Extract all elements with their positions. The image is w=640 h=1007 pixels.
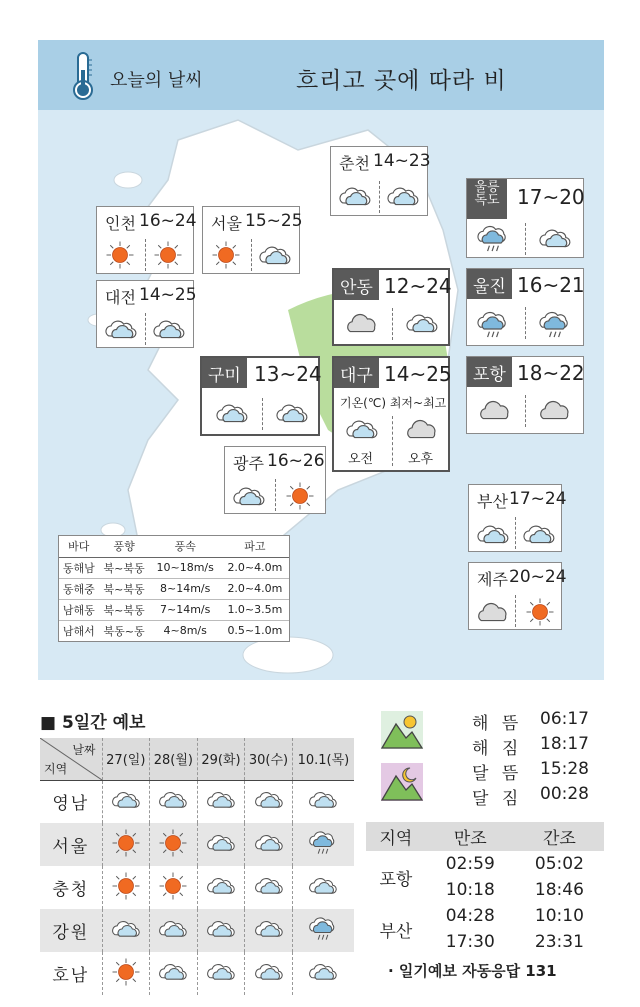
forecast-cell xyxy=(292,823,354,866)
city-temp: 16~21 xyxy=(517,273,585,297)
city-temp: 14~23 xyxy=(373,151,431,171)
rain-icon xyxy=(307,915,339,942)
am-pm-divider xyxy=(525,223,526,255)
city-temp: 14~25 xyxy=(384,362,452,386)
high-tide-time: 04:28 xyxy=(445,906,495,926)
forecast-cell xyxy=(150,780,198,823)
am-pm-divider xyxy=(251,239,252,271)
forecast-cell xyxy=(292,909,354,952)
rain-icon xyxy=(475,309,511,340)
city-tag xyxy=(467,179,507,219)
partly-cloudy-icon xyxy=(157,960,189,984)
forecast-cell xyxy=(197,823,245,866)
forecast-cell xyxy=(197,952,245,995)
sun-icon xyxy=(111,871,141,901)
partly-cloudy-icon xyxy=(157,788,189,812)
am-pm-divider xyxy=(145,313,146,345)
city-card-pohang xyxy=(466,356,584,434)
partly-cloudy-icon xyxy=(475,521,511,548)
forecast-cell xyxy=(102,952,150,995)
city-temp: 13~24 xyxy=(254,362,322,386)
sunset-label: 해 짐 xyxy=(472,739,523,759)
city-temp: 15~25 xyxy=(245,211,303,231)
partly-cloudy-icon xyxy=(521,521,557,548)
sea-header-cell: 풍속 xyxy=(150,536,221,557)
forecast-cell xyxy=(245,780,293,823)
am-pm-divider xyxy=(515,517,516,549)
moonrise-icon xyxy=(380,762,424,802)
partly-cloudy-icon xyxy=(253,874,285,898)
low-tide-time: 05:02 xyxy=(534,854,584,874)
forecast-cell xyxy=(150,952,198,995)
am-pm-divider xyxy=(262,398,263,430)
am-pm-divider xyxy=(525,307,526,339)
city-name-line2: 독도 xyxy=(474,193,500,208)
table-cell: 동해중 xyxy=(59,578,99,599)
partly-cloudy-icon xyxy=(205,917,237,941)
forecast-cell xyxy=(197,866,245,909)
high-tide-time: 17:30 xyxy=(445,932,495,952)
moonset-time: 00:28 xyxy=(540,784,589,804)
sunrise-label: 해 뜸 xyxy=(472,714,523,734)
partly-cloudy-icon xyxy=(157,917,189,941)
low-tide-time: 18:46 xyxy=(534,880,584,900)
city-temp: 20~24 xyxy=(509,567,567,587)
header-label: 오늘의 날씨 xyxy=(110,70,203,91)
sunrise-icon xyxy=(380,710,424,750)
forecast-table xyxy=(40,738,354,995)
sun-icon xyxy=(158,828,188,858)
cloud-icon xyxy=(404,416,440,443)
forecast-cell xyxy=(245,952,293,995)
city-temp: 12~24 xyxy=(384,274,452,298)
forecast-cell xyxy=(102,780,150,823)
date-header: 30(수) xyxy=(245,738,293,780)
city-temp: 18~22 xyxy=(517,361,585,385)
region-label: 서울 xyxy=(40,823,102,866)
partly-cloudy-icon xyxy=(307,960,339,984)
corner-cell xyxy=(40,738,102,780)
forecast-cell xyxy=(150,823,198,866)
partly-cloudy-icon xyxy=(337,183,373,210)
high-tide-time: 02:59 xyxy=(445,854,495,874)
am-pm-divider xyxy=(379,181,380,213)
cloud-icon xyxy=(475,599,511,626)
moonrise-time: 15:28 xyxy=(540,759,589,779)
partly-cloudy-icon xyxy=(253,788,285,812)
table-row xyxy=(40,866,354,909)
city-card-ulleung xyxy=(466,178,584,258)
table-cell: 동해남 xyxy=(59,557,99,578)
forecast-cell xyxy=(102,866,150,909)
table-row xyxy=(40,823,354,866)
am-pm-divider xyxy=(275,479,276,511)
city-tag: 포항 xyxy=(467,357,512,387)
table-cell: 4~8m/s xyxy=(163,624,207,638)
sea-header-cell: 파고 xyxy=(221,536,289,557)
table-cell: 2.0~4.0m xyxy=(221,578,289,599)
city-card-andong xyxy=(332,268,450,346)
city-temp: 14~25 xyxy=(139,285,197,305)
table-row xyxy=(366,903,604,929)
partly-cloudy-icon xyxy=(205,788,237,812)
table-cell: 10~18m/s xyxy=(150,557,221,578)
table-cell: 8~14m/s xyxy=(150,578,221,599)
region-label: 강원 xyxy=(40,909,102,952)
table-row xyxy=(40,909,354,952)
am-pm-divider xyxy=(392,308,393,340)
partly-cloudy-icon xyxy=(103,316,139,343)
forecast-cell xyxy=(102,823,150,866)
partly-cloudy-icon xyxy=(253,917,285,941)
city-card-daegu xyxy=(332,356,450,472)
table-cell: 북~북동 xyxy=(99,557,150,578)
tide-header-row xyxy=(366,822,604,851)
table-row xyxy=(59,557,289,578)
region-label: 영남 xyxy=(40,780,102,823)
table-cell: 2.0~4.0m xyxy=(221,557,289,578)
sea-header-cell: 바다 xyxy=(59,536,99,557)
low-tide-time: 10:10 xyxy=(534,906,584,926)
tide-header-cell: 만조 xyxy=(426,822,515,851)
city-temp: 17~24 xyxy=(509,489,567,509)
sun-icon xyxy=(525,597,555,627)
partly-cloudy-icon xyxy=(231,483,267,510)
partly-cloudy-icon xyxy=(257,242,293,269)
sunrise-time: 06:17 xyxy=(540,709,589,729)
partly-cloudy-icon xyxy=(404,310,440,337)
city-name: 광주 xyxy=(233,454,264,473)
sea-conditions-table xyxy=(58,535,290,642)
city-name-line1: 울릉 xyxy=(474,180,500,195)
rain-icon xyxy=(307,829,339,856)
table-row xyxy=(59,620,289,641)
city-card-uljin xyxy=(466,268,584,346)
tide-region: 부산 xyxy=(379,921,413,942)
date-header: 27(일) xyxy=(102,738,150,780)
partly-cloudy-icon xyxy=(307,874,339,898)
city-name: 춘천 xyxy=(339,154,370,173)
rain-icon xyxy=(475,223,511,254)
city-card-seoul xyxy=(202,206,303,274)
sun-icon xyxy=(285,481,315,511)
corner-top-label: 날짜 xyxy=(72,743,96,757)
table-row xyxy=(40,780,354,823)
tide-header-cell: 간조 xyxy=(515,822,604,851)
table-row xyxy=(366,851,604,877)
footer-note: · 일기예보 자동응답 131 xyxy=(388,962,557,980)
partly-cloudy-icon xyxy=(307,788,339,812)
city-name: 제주 xyxy=(477,570,508,589)
partly-cloudy-icon xyxy=(205,874,237,898)
forecast-title: ■ 5일간 예보 xyxy=(40,713,146,733)
sea-header-row xyxy=(59,536,289,557)
table-row xyxy=(40,952,354,995)
date-header: 28(월) xyxy=(150,738,198,780)
date-header: 10.1(목) xyxy=(292,738,354,780)
tide-region: 포항 xyxy=(379,869,413,890)
city-tag: 대구 xyxy=(334,358,379,388)
sun-icon xyxy=(158,871,188,901)
cloud-icon xyxy=(537,397,573,424)
header-title: 흐리고 곳에 따라 비 xyxy=(296,68,507,94)
am-pm-divider xyxy=(145,239,146,271)
table-row xyxy=(59,578,289,599)
partly-cloudy-icon xyxy=(205,831,237,855)
forecast-cell xyxy=(292,952,354,995)
sun-icon xyxy=(111,957,141,987)
forecast-cell xyxy=(245,866,293,909)
partly-cloudy-icon xyxy=(344,416,380,443)
sun-icon xyxy=(153,240,183,270)
city-card-incheon xyxy=(96,206,197,274)
map-header xyxy=(38,40,604,110)
partly-cloudy-icon xyxy=(110,788,142,812)
am-pm-divider xyxy=(392,416,393,466)
forecast-cell xyxy=(197,909,245,952)
city-name: 부산 xyxy=(477,492,508,511)
table-row xyxy=(59,599,289,620)
moonrise-label: 달 뜸 xyxy=(472,764,523,784)
table-cell: 북~북동 xyxy=(99,599,150,620)
table-cell: 북동~동 xyxy=(103,624,145,638)
table-cell: 북~북동 xyxy=(99,578,150,599)
city-tag: 구미 xyxy=(202,358,247,388)
forecast-cell xyxy=(150,909,198,952)
legend-label: 기온(℃) 최저~최고 xyxy=(340,396,447,410)
partly-cloudy-icon xyxy=(110,917,142,941)
city-card-busan xyxy=(468,484,567,552)
partly-cloudy-icon xyxy=(385,183,421,210)
city-temp: 16~24 xyxy=(139,211,197,231)
am-pm-divider xyxy=(515,595,516,627)
forecast-cell xyxy=(245,823,293,866)
partly-cloudy-icon xyxy=(214,400,250,427)
forecast-header-row xyxy=(40,738,354,780)
low-tide-time: 23:31 xyxy=(534,932,584,952)
city-temp: 17~20 xyxy=(517,185,585,209)
forecast-cell xyxy=(197,780,245,823)
cloud-icon xyxy=(477,397,513,424)
forecast-cell xyxy=(245,909,293,952)
moonset-label: 달 짐 xyxy=(472,789,523,809)
city-tag: 울진 xyxy=(467,269,512,299)
table-cell: 0.5~1.0m xyxy=(227,624,283,638)
city-card-gwangju xyxy=(224,446,326,514)
forecast-cell xyxy=(102,909,150,952)
city-card-jeju xyxy=(468,562,567,630)
am-pm-divider xyxy=(525,395,526,427)
corner-bottom-label: 지역 xyxy=(44,761,68,776)
forecast-cell xyxy=(292,866,354,909)
date-header: 29(화) xyxy=(197,738,245,780)
high-tide-time: 10:18 xyxy=(445,880,495,900)
table-cell: 남해서 xyxy=(62,624,95,638)
sea-header-cell: 풍향 xyxy=(99,536,150,557)
forecast-cell xyxy=(292,780,354,823)
sun-icon xyxy=(111,828,141,858)
pm-label: 오후 xyxy=(408,452,434,467)
sun-icon xyxy=(105,240,135,270)
city-temp: 16~26 xyxy=(267,451,325,471)
tide-header-cell: 지역 xyxy=(366,822,426,851)
forecast-cell xyxy=(150,866,198,909)
city-card-chuncheon xyxy=(330,146,431,216)
partly-cloudy-icon xyxy=(253,960,285,984)
table-cell: 남해동 xyxy=(59,599,99,620)
region-label: 충청 xyxy=(40,866,102,909)
rain-icon xyxy=(537,309,573,340)
region-label: 호남 xyxy=(40,952,102,995)
partly-cloudy-icon xyxy=(253,831,285,855)
city-name: 서울 xyxy=(211,214,242,233)
tide-table xyxy=(366,822,604,955)
partly-cloudy-icon xyxy=(537,225,573,252)
partly-cloudy-icon xyxy=(274,400,310,427)
cloud-icon xyxy=(344,310,380,337)
city-card-gumi xyxy=(200,356,320,436)
table-cell: 1.0~3.5m xyxy=(221,599,289,620)
table-cell: 7~14m/s xyxy=(150,599,221,620)
city-tag: 안동 xyxy=(334,270,379,300)
partly-cloudy-icon xyxy=(151,316,187,343)
sun-icon xyxy=(211,240,241,270)
city-card-daejeon xyxy=(96,280,197,348)
sunset-time: 18:17 xyxy=(540,734,589,754)
thermometer-icon xyxy=(68,50,98,102)
city-name: 대전 xyxy=(105,288,136,307)
am-label: 오전 xyxy=(348,452,374,467)
city-name: 인천 xyxy=(105,214,136,233)
partly-cloudy-icon xyxy=(205,960,237,984)
